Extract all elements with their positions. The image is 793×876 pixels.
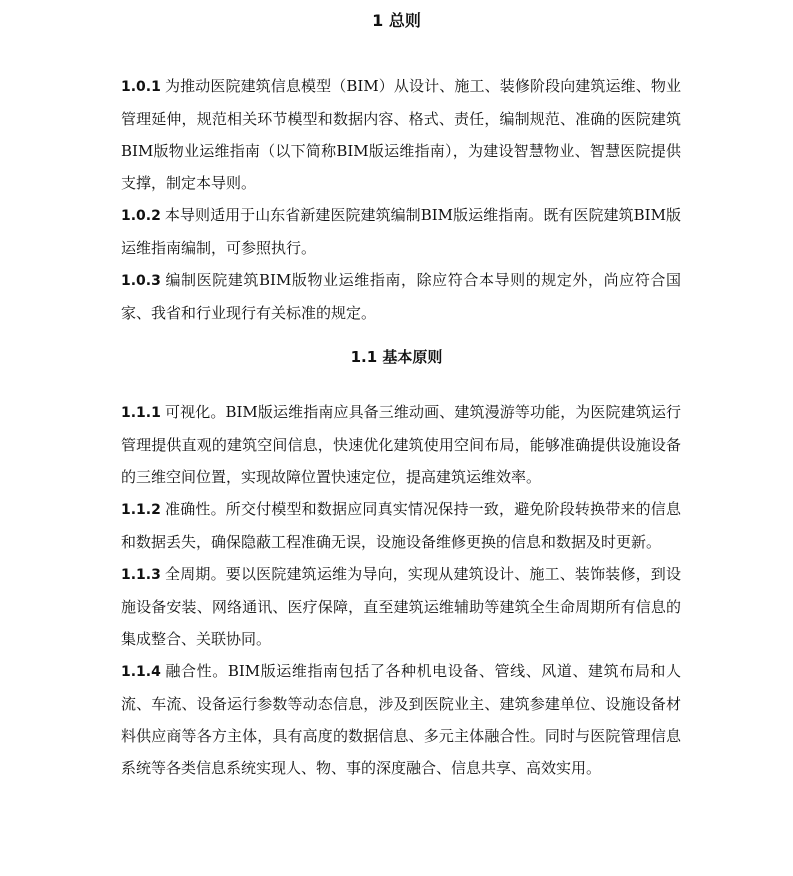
clause-number: 1.0.3 [121,273,161,289]
clause-text: 编制医院建筑BIM版物业运维指南，除应符合本导则的规定外，尚应符合国家、我省和行业现行有关标准的规定。 [121,271,681,322]
clause-paragraph [121,199,681,264]
basic-principles [121,396,681,784]
clause-text: 可视化。BIM版运维指南应具备三维动画、建筑漫游等功能，为医院建筑运行管理提供直观的建筑空间信息，快速优化建筑使用空间布局，能够准确提供设施设备的三维空间位置，实现故障位置快速定位，提高建筑运维效率。 [121,403,681,486]
clause-text: 本导则适用于山东省新建医院建筑编制BIM版运维指南。既有医院建筑BIM版运维指南编制，可参照执行。 [121,206,681,257]
clause-text: 准确性。所交付模型和数据应同真实情况保持一致，避免阶段转换带来的信息和数据丢失，确保隐蔽工程准确无误，设施设备维修更换的信息和数据及时更新。 [121,500,681,551]
clause-paragraph [121,70,681,199]
section-title: 1.1 基本原则 [350,348,443,366]
clause-number: 1.1.3 [121,567,161,583]
clause-paragraph [121,558,681,655]
clause-paragraph [121,264,681,329]
clause-number: 1.1.2 [121,502,161,518]
clause-text: 融合性。BIM版运维指南包括了各种机电设备、管线、风道、建筑布局和人流、车流、设备运行参数等动态信息，涉及到医院业主、建筑参建单位、设施设备材料供应商等各方主体，具有高度的数据信息、多元主体融合性。同时与医院管理信息系统等各类信息系统实现人、物、事的深度融合、信息共享、高效实用。 [121,662,681,777]
clause-number: 1.1.1 [121,405,161,421]
clause-text: 全周期。要以医院建筑运维为导向，实现从建筑设计、施工、装饰装修，到设施设备安装、网络通讯、医疗保障，直至建筑运维辅助等建筑全生命周期所有信息的集成整合、关联协同。 [121,565,681,648]
clause-paragraph [121,655,681,784]
clause-text: 为推动医院建筑信息模型（BIM）从设计、施工、装修阶段向建筑运维、物业管理延伸，规范相关环节模型和数据内容、格式、责任，编制规范、准确的医院建筑BIM版物业运维指南（以下简称BIM版运维指南），为建设智慧物业、智慧医院提供支撑，制定本导则。 [121,77,681,192]
clause-paragraph [121,493,681,558]
clause-paragraph [121,396,681,493]
clause-number: 1.0.2 [121,208,161,224]
clause-number: 1.0.1 [121,79,161,95]
general-provisions [121,70,681,329]
clause-number: 1.1.4 [121,664,161,680]
chapter-title: 1 总则 [372,11,421,30]
